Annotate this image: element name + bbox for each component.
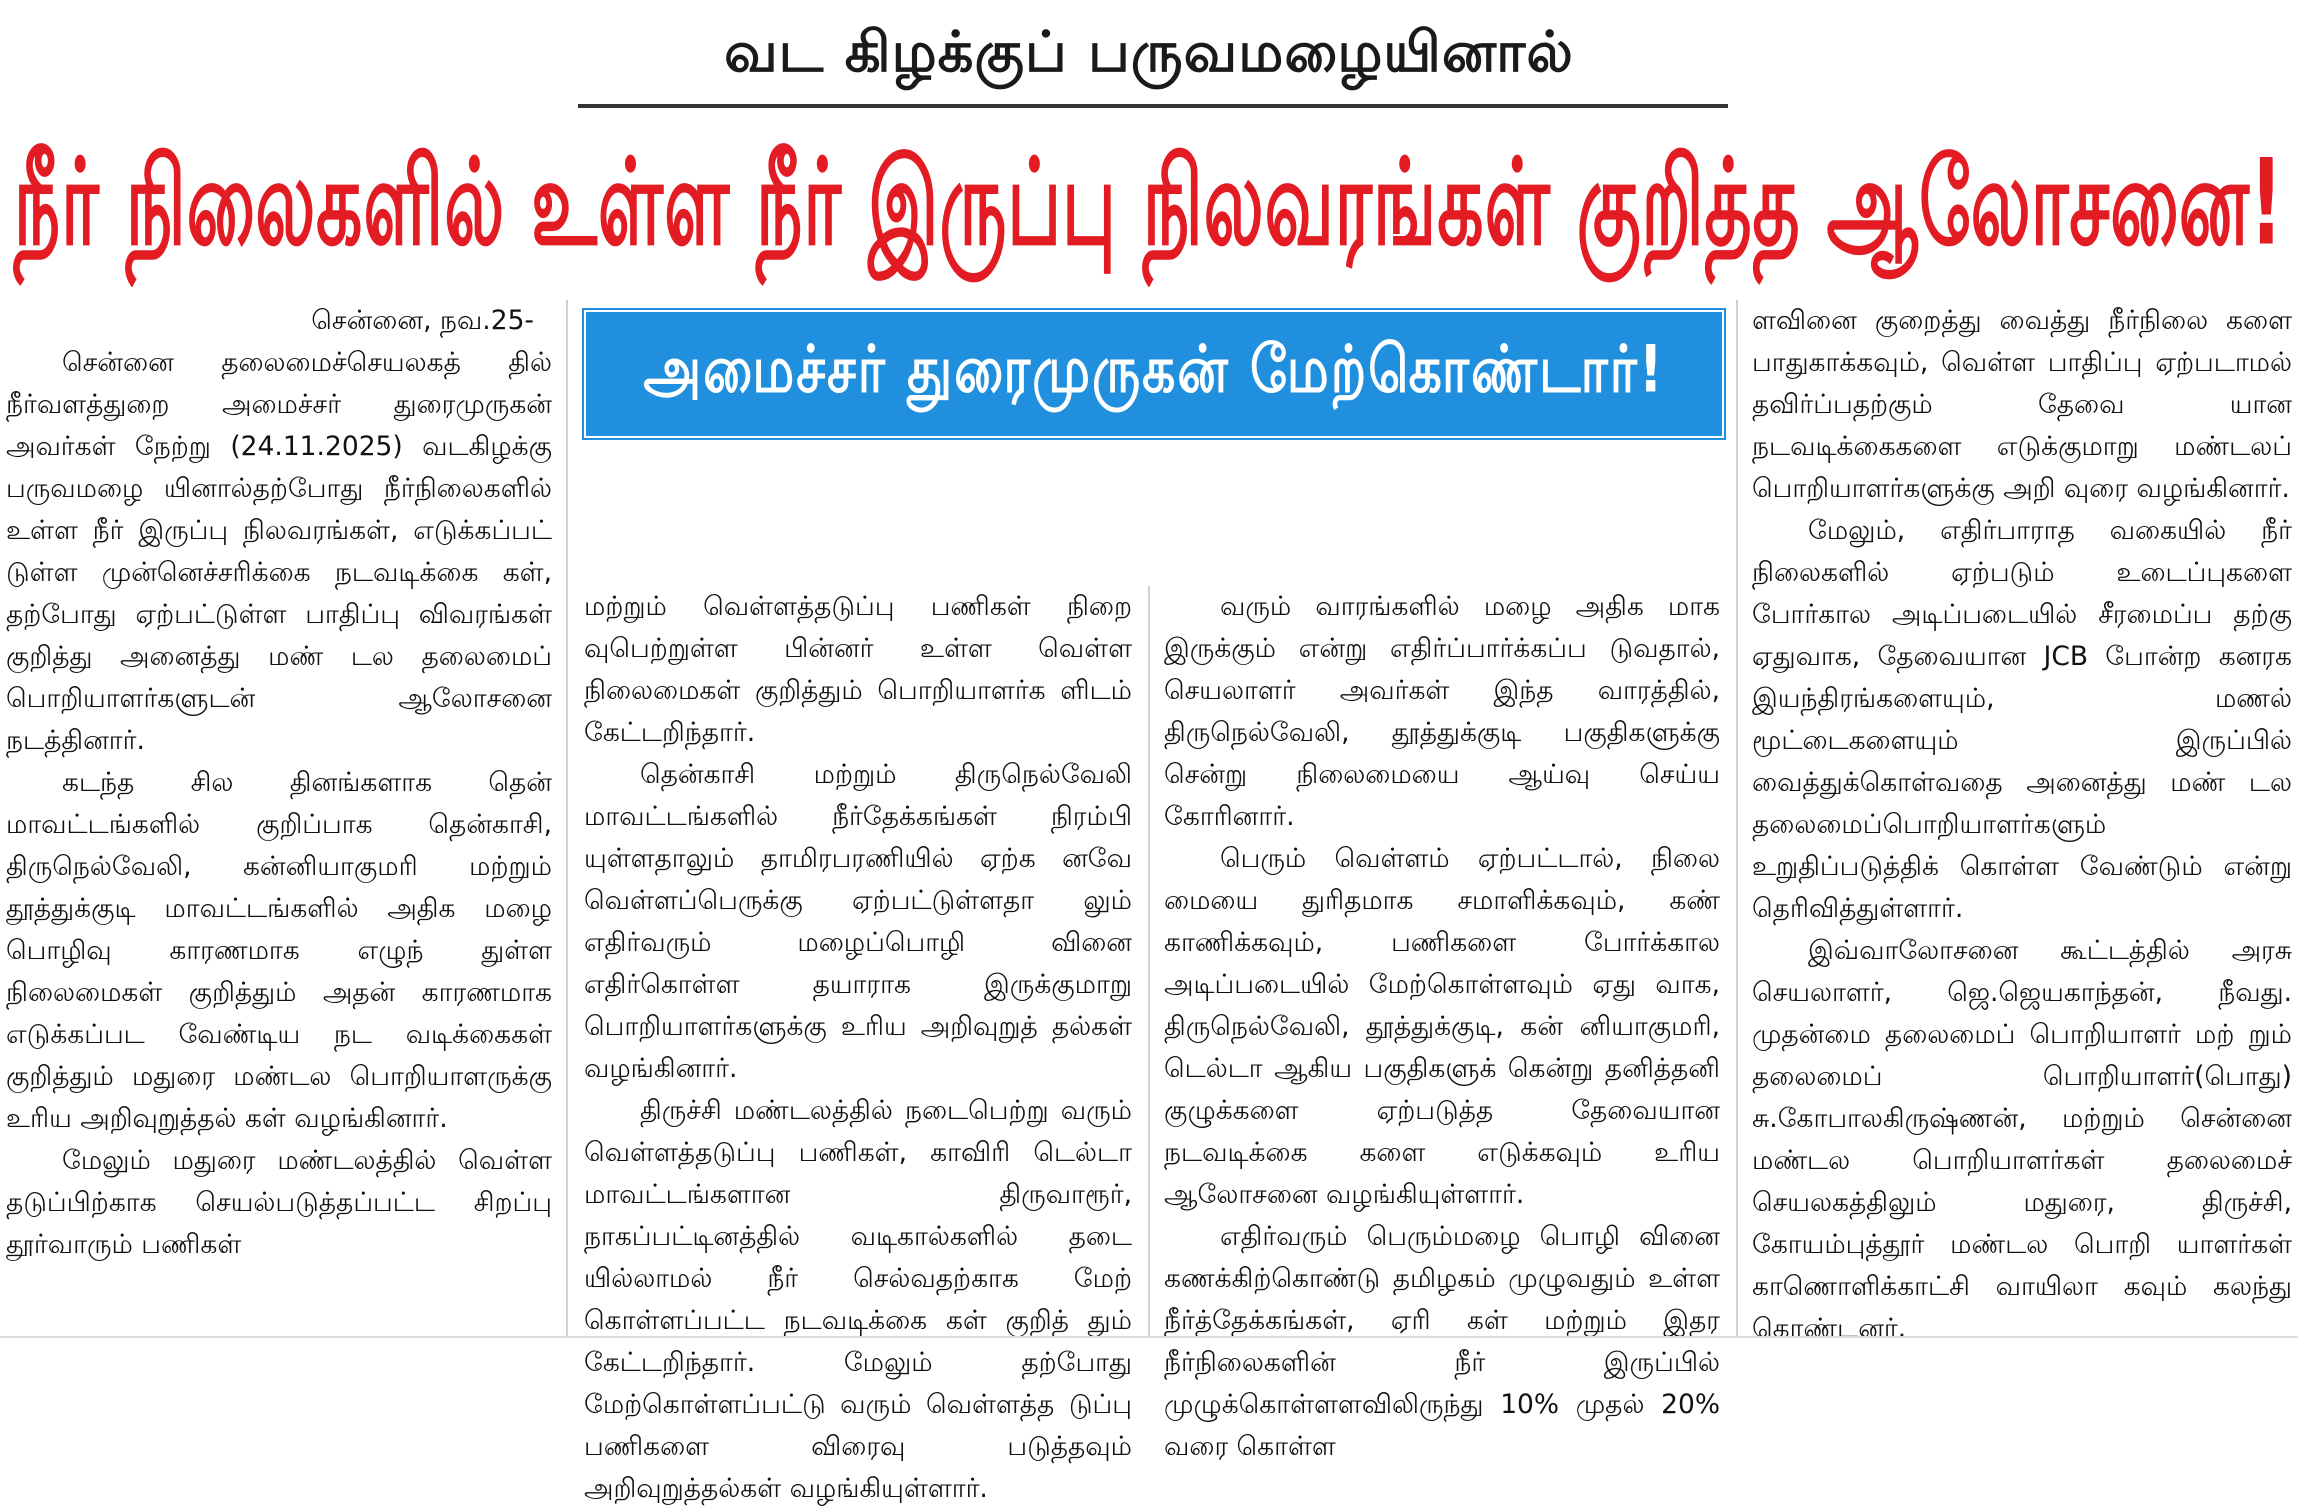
paragraph: கடந்த சில தினங்களாக தென் மாவட்டங்களில் குறிப்பாக தென்காசி, திருநெல்வேலி, கன்னியாகுமரி மற்றும் தூத்துக்குடி மாவட்டங்களில் அதிக மழை பொழிவு காரணமாக எழுந் துள்ள நிலைமைகள் குறித்தும் அதன் காரணமாக எடுக்கப்பட வேண்டிய நட வடிக்கைகள் குறித்தும் மதுரை மண்டல பொறியாளருக்கு உரிய அறிவுறுத்தல் கள் வழங்கினார். xyxy=(6,767,552,1134)
paragraph: மேலும் மதுரை மண்டலத்தில் வெள்ள தடுப்பிற்காக செயல்படுத்தப்பட்ட சிறப்பு தூர்வாரும் பணிகள் xyxy=(6,1145,552,1260)
article-column-1 xyxy=(6,300,552,1336)
paragraph: சென்னை தலைமைச்செயலகத் தில் நீர்வளத்துறை அமைச்சர் துரைமுருகன் அவர்கள் நேற்று (24.11.2025) வடகிழக்கு பருவமழை யினால்தற்போது நீர்நிலைகளில் உள்ள நீர் இருப்பு நிலவரங்கள், எடுக்கப்பட் டுள்ள முன்னெச்சரிக்கை நடவடிக்கை கள், தற்போது ஏற்பட்டுள்ள பாதிப்பு விவரங்கள் குறித்து அனைத்து மண் டல தலைமைப் பொறியாளர்களுடன் ஆலோசனை நடத்தினார். xyxy=(6,347,552,756)
paragraph: தென்காசி மற்றும் திருநெல்வேலி மாவட்டங்களில் நீர்தேக்கங்கள் நிரம்பி யுள்ளதாலும் தாமிரபரணியில் ஏற்க னவே வெள்ளப்பெருக்கு ஏற்பட்டுள்ளதா லும் எதிர்வரும் மழைப்பொழி வினை எதிர்கொள்ள தயாராக இருக்குமாறு பொறியாளர்களுக்கு உரிய அறிவுறுத் தல்கள் வழங்கினார். xyxy=(584,759,1132,1084)
paragraph: மேலும், எதிர்பாராத வகையில் நீர் நிலைகளில் ஏற்படும் உடைப்புகளை போர்கால அடிப்படையில் சீரமைப்ப தற்கு ஏதுவாக, தேவையான JCB போன்ற கனரக இயந்திரங்களையும், மணல் மூட்டைகளையும் இருப்பில் வைத்துக்கொள்வதை அனைத்து மண் டல தலைமைப்பொறியாளர்களும் உறுதிப்படுத்திக் கொள்ள வேண்டும் என்று தெரிவித்துள்ளார். xyxy=(1752,515,2292,924)
article-column-2 xyxy=(584,586,1132,1504)
dateline: சென்னை, நவ.25- xyxy=(311,305,534,336)
kicker-headline: வட கிழக்குப் பருவமழையினால் xyxy=(724,20,1574,85)
paragraph: திருச்சி மண்டலத்தில் நடைபெற்று வரும் வெள்ளத்தடுப்பு பணிகள், காவிரி டெல்டா மாவட்டங்களான திருவாரூர், நாகப்பட்டினத்தில் வடிகால்களில் தடை யில்லாமல் நீர் செல்வதற்காக மேற் கொள்ளப்பட்ட நடவடிக்கை கள் குறித் தும் கேட்டறிந்தார். மேலும் தற்போது மேற்கொள்ளப்பட்டு வரும் வெள்ளத்த டுப்பு பணிகளை விரைவு படுத்தவும் அறிவுறுத்தல்கள் வழங்கியுள்ளார். xyxy=(584,1095,1132,1504)
bottom-rule xyxy=(0,1336,2298,1338)
paragraph: மற்றும் வெள்ளத்தடுப்பு பணிகள் நிறை வுபெற்றுள்ள பின்னர் உள்ள வெள்ள நிலைமைகள் குறித்தும் பொறியாளர்க ளிடம் கேட்டறிந்தார். xyxy=(584,591,1132,748)
article-column-3 xyxy=(1164,586,1720,1462)
paragraph: பெரும் வெள்ளம் ஏற்பட்டால், நிலை மையை துரிதமாக சமாளிக்கவும், கண் காணிக்கவும், பணிகளை போர்க்கால அடிப்படையில் மேற்கொள்ளவும் ஏது வாக, திருநெல்வேலி, தூத்துக்குடி, கன் னியாகுமரி, டெல்டா ஆகிய பகுதிகளுக் கென்று தனித்தனி குழுக்களை ஏற்படுத்த தேவையான நடவடிக்கை களை எடுக்கவும் உரிய ஆலோசனை வழங்கியுள்ளார். xyxy=(1164,843,1720,1210)
paragraph: எதிர்வரும் பெரும்மழை பொழி வினை கணக்கிற்கொண்டு தமிழகம் முழுவதும் உள்ள நீர்த்தேக்கங்கள், ஏரி கள் மற்றும் இதர நீர்நிலைகளின் நீர் இருப்பில் முழுக்கொள்ளளவிலிருந்து 10% முதல் 20% வரை கொள்ள xyxy=(1164,1221,1720,1462)
paragraph: வரும் வாரங்களில் மழை அதிக மாக இருக்கும் என்று எதிர்ப்பார்க்கப்ப டுவதால், செயலாளர் அவர்கள் இந்த வாரத்தில், திருநெல்வேலி, தூத்துக்குடி பகுதிகளுக்கு சென்று நிலைமையை ஆய்வு செய்ய கோரினார். xyxy=(1164,591,1720,832)
subheadline-text: அமைச்சர் துரைமுருகன் மேற்கொண்டார்! xyxy=(643,332,1665,408)
column-divider xyxy=(1736,300,1738,1336)
article-column-4 xyxy=(1752,300,2292,1344)
kicker-underline xyxy=(578,104,1728,108)
paragraph: இவ்வாலோசனை கூட்டத்தில் அரசு செயலாளர், ஜெ.ஜெயகாந்தன், நீவது. முதன்மை தலைமைப் பொறியாளர் மற் றும் தலைமைப் பொறியாளர்(பொது) சு.கோபாலகிருஷ்ணன், மற்றும் சென்னை மண்டல பொறியாளர்கள் தலைமைச் செயலகத்திலும் மதுரை, திருச்சி, கோயம்புத்தூர் மண்டல பொறி யாளர்கள் காணொளிக்காட்சி வாயிலா கவும் கலந்து கொண்டனர். xyxy=(1752,935,2292,1344)
main-headline-container xyxy=(0,118,2298,288)
main-headline: நீர் நிலைகளில் உள்ள நீர் இருப்பு நிலவரங்கள் குறித்த ஆலோசனை! xyxy=(14,132,2284,272)
column-divider xyxy=(566,300,568,1336)
column-divider xyxy=(1148,586,1150,1336)
subheadline-banner xyxy=(584,310,1724,438)
paragraph: ளவினை குறைத்து வைத்து நீர்நிலை களை பாதுகாக்கவும், வெள்ள பாதிப்பு ஏற்படாமல் தவிர்ப்பதற்கும் தேவை யான நடவடிக்கைகளை எடுக்குமாறு மண்டலப் பொறியாளர்களுக்கு அறி வுரை வழங்கினார். xyxy=(1752,305,2292,504)
